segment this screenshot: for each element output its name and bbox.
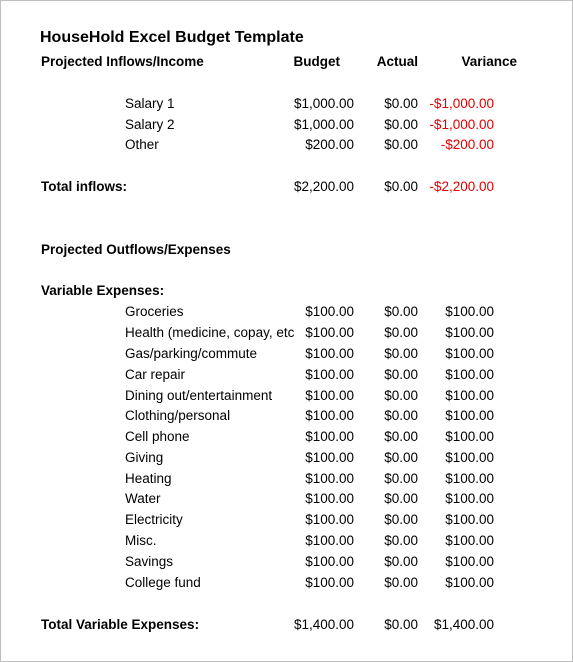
actual-cell[interactable]: $0.00	[384, 179, 418, 194]
budget-cell[interactable]: $100.00	[305, 450, 354, 465]
actual-cell[interactable]: $0.00	[384, 533, 418, 548]
row-label: Clothing/personal	[125, 408, 231, 423]
row-label: Salary 1	[125, 96, 175, 111]
table-row-expense[interactable]	[1, 531, 573, 551]
row-label: Groceries	[125, 304, 184, 319]
variance-cell[interactable]: $100.00	[445, 346, 494, 361]
row-label: Salary 2	[125, 117, 175, 132]
total-variable-label: Total Variable Expenses:	[41, 617, 200, 632]
budget-cell[interactable]: $100.00	[305, 367, 354, 382]
budget-cell[interactable]: $100.00	[305, 346, 354, 361]
actual-cell[interactable]: $0.00	[384, 429, 418, 444]
actual-cell[interactable]: $0.00	[384, 325, 418, 340]
budget-cell[interactable]: $100.00	[305, 471, 354, 486]
table-row-expense[interactable]	[1, 469, 573, 489]
total-inflows-label: Total inflows:	[41, 179, 127, 194]
row-label: Giving	[125, 450, 164, 465]
table-row-expense[interactable]	[1, 344, 573, 364]
table-row-expense[interactable]	[1, 573, 573, 593]
budget-cell[interactable]: $100.00	[305, 304, 354, 319]
actual-cell[interactable]: $0.00	[384, 512, 418, 527]
actual-cell[interactable]: $0.00	[384, 471, 418, 486]
row-label: Electricity	[125, 512, 183, 527]
row-label: Cell phone	[125, 429, 190, 444]
actual-cell[interactable]: $0.00	[384, 491, 418, 506]
row-label: Misc.	[125, 533, 157, 548]
table-row-expense[interactable]	[1, 406, 573, 426]
variance-cell[interactable]: -$1,000.00	[429, 96, 494, 111]
table-row-income[interactable]	[1, 94, 573, 114]
row-label: Savings	[125, 554, 174, 569]
row-label: College fund	[125, 575, 201, 590]
row-label: Car repair	[125, 367, 186, 382]
variance-cell[interactable]: $100.00	[445, 575, 494, 590]
variance-cell[interactable]: $100.00	[445, 325, 494, 340]
budget-cell[interactable]: $100.00	[305, 325, 354, 340]
budget-cell[interactable]: $2,200.00	[293, 179, 354, 194]
budget-cell[interactable]: $1,400.00	[293, 617, 354, 632]
total-inflows-row[interactable]	[1, 177, 573, 197]
variance-cell[interactable]: -$2,200.00	[429, 179, 494, 194]
row-label: Gas/parking/commute	[125, 346, 258, 361]
variance-cell[interactable]: $100.00	[445, 429, 494, 444]
actual-cell[interactable]: $0.00	[384, 450, 418, 465]
actual-cell[interactable]: $0.00	[384, 388, 418, 403]
column-header-row	[1, 52, 573, 72]
actual-cell[interactable]: $0.00	[384, 575, 418, 590]
budget-cell[interactable]: $1,000.00	[293, 117, 354, 132]
variance-cell[interactable]: $100.00	[445, 408, 494, 423]
actual-cell[interactable]: $0.00	[384, 408, 418, 423]
table-row-expense[interactable]	[1, 448, 573, 468]
outflows-heading-row	[1, 240, 573, 260]
row-label: Health (medicine, copay, etc	[125, 325, 295, 340]
budget-cell[interactable]: $100.00	[305, 408, 354, 423]
table-row-expense[interactable]	[1, 427, 573, 447]
column-header-variance: Variance	[461, 54, 517, 69]
variance-cell[interactable]: -$200.00	[440, 137, 494, 152]
variance-cell[interactable]: $1,400.00	[433, 617, 494, 632]
table-row-expense[interactable]	[1, 323, 573, 343]
page-title: HouseHold Excel Budget Template	[40, 29, 304, 46]
variable-heading-row	[1, 281, 573, 301]
total-variable-row[interactable]	[1, 615, 573, 635]
budget-cell[interactable]: $200.00	[305, 137, 354, 152]
variance-cell[interactable]: $100.00	[445, 533, 494, 548]
actual-cell[interactable]: $0.00	[384, 96, 418, 111]
table-row-income[interactable]	[1, 115, 573, 135]
actual-cell[interactable]: $0.00	[384, 117, 418, 132]
actual-cell[interactable]: $0.00	[384, 346, 418, 361]
table-row-expense[interactable]	[1, 510, 573, 530]
variance-cell[interactable]: -$1,000.00	[429, 117, 494, 132]
budget-cell[interactable]: $100.00	[305, 388, 354, 403]
actual-cell[interactable]: $0.00	[384, 367, 418, 382]
section-heading-outflows: Projected Outflows/Expenses	[41, 242, 231, 257]
variance-cell[interactable]: $100.00	[445, 450, 494, 465]
actual-cell[interactable]: $0.00	[384, 137, 418, 152]
row-label: Heating	[125, 471, 172, 486]
table-row-expense[interactable]	[1, 386, 573, 406]
row-label: Water	[125, 491, 161, 506]
budget-cell[interactable]: $100.00	[305, 429, 354, 444]
budget-cell[interactable]: $100.00	[305, 491, 354, 506]
actual-cell[interactable]: $0.00	[384, 617, 418, 632]
table-row-expense[interactable]	[1, 489, 573, 509]
table-row-income[interactable]	[1, 135, 573, 155]
variance-cell[interactable]: $100.00	[445, 304, 494, 319]
section-heading-variable: Variable Expenses:	[41, 283, 165, 298]
actual-cell[interactable]: $0.00	[384, 554, 418, 569]
variance-cell[interactable]: $100.00	[445, 554, 494, 569]
column-header-actual: Actual	[376, 54, 418, 69]
row-label: Other	[125, 137, 159, 152]
section-heading-inflows: Projected Inflows/Income	[41, 54, 204, 69]
row-label: Dining out/entertainment	[125, 388, 273, 403]
variance-cell[interactable]: $100.00	[445, 512, 494, 527]
variance-cell[interactable]: $100.00	[445, 491, 494, 506]
budget-cell[interactable]: $100.00	[305, 512, 354, 527]
variance-cell[interactable]: $100.00	[445, 471, 494, 486]
variance-cell[interactable]: $100.00	[445, 388, 494, 403]
budget-cell[interactable]: $100.00	[305, 533, 354, 548]
budget-cell[interactable]: $100.00	[305, 554, 354, 569]
column-header-budget: Budget	[293, 54, 340, 69]
table-row-expense[interactable]	[1, 552, 573, 572]
budget-cell[interactable]: $1,000.00	[293, 96, 354, 111]
table-row-expense[interactable]	[1, 365, 573, 385]
table-row-expense[interactable]	[1, 302, 573, 322]
budget-cell[interactable]: $100.00	[305, 575, 354, 590]
variance-cell[interactable]: $100.00	[445, 367, 494, 382]
actual-cell[interactable]: $0.00	[384, 304, 418, 319]
